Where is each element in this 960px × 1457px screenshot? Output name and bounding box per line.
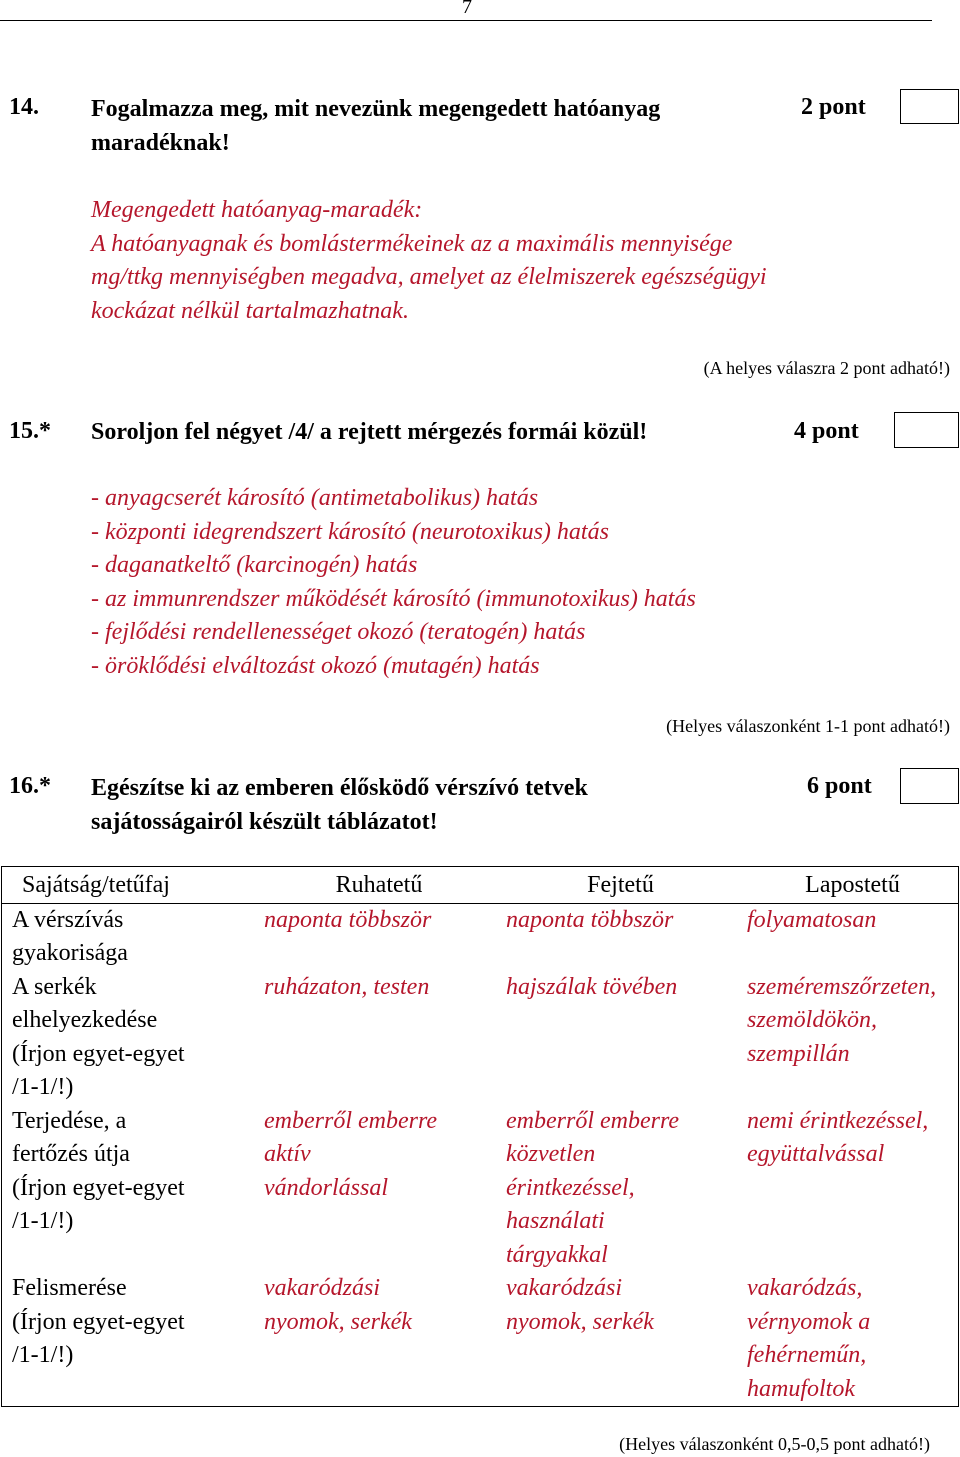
q14-answer-line: mg/ttkg mennyiségben megadva, amelyet az élelmiszerek egészségügyi <box>91 264 767 290</box>
q14-points: 2 pont <box>801 94 866 120</box>
q15-answer-line: - anyagcserét károsító (antimetabolikus) hatás <box>91 485 539 511</box>
table-row <box>2 971 959 1105</box>
cell-line: együttalvással <box>747 1141 885 1167</box>
q16-score-box[interactable] <box>900 768 959 804</box>
cell-line: nemi érintkezéssel, <box>747 1107 929 1134</box>
q14-question <box>91 92 660 160</box>
cell-line: vérnyomok a <box>747 1308 871 1335</box>
cell-body-louse <box>252 971 494 1105</box>
cell-crab-louse <box>735 903 959 971</box>
cell-line: fehérneműn, <box>747 1342 867 1368</box>
header-rule <box>0 20 932 21</box>
row-label <box>2 971 253 1105</box>
row-label-line: A serkék <box>12 973 97 1000</box>
header-head-louse: Fejtetű <box>587 872 654 898</box>
q14-answer-line: kockázat nélkül tartalmazhatnak. <box>91 297 409 324</box>
q16-question <box>91 771 588 839</box>
lice-comparison-table <box>1 866 959 1407</box>
cell-line: emberről emberre <box>264 1107 438 1134</box>
q14-question-line2: maradéknak! <box>91 130 230 156</box>
row-label-line: (Írjon egyet-egyet <box>12 1040 185 1067</box>
q15-score-box[interactable] <box>894 412 959 448</box>
cell-line: használati <box>506 1208 605 1234</box>
q16-scoring-note: (Helyes válaszonként 0,5-0,5 pont adható!) <box>619 1434 930 1454</box>
cell-line: vakaródzás, <box>747 1275 863 1301</box>
cell-crab-louse <box>735 1272 959 1407</box>
q15-points: 4 pont <box>794 418 859 444</box>
cell-line: szempillán <box>747 1040 850 1067</box>
q15-answer <box>91 482 696 683</box>
cell-line: szemöldökön, <box>747 1007 877 1033</box>
table-row <box>2 903 959 971</box>
table-row <box>2 1272 959 1407</box>
q16-question-line1: Egészítse ki az emberen élősködő vérszívó tetvek <box>91 775 588 801</box>
row-label-line: fertőzés útja <box>12 1141 130 1167</box>
cell-line: naponta többször <box>506 906 674 933</box>
row-label <box>2 1272 253 1407</box>
cell-head-louse <box>494 1272 735 1407</box>
cell-line: közvetlen <box>506 1141 596 1167</box>
q14-answer-line: A hatóanyagnak és bomlástermékeinek az a maximális mennyisége <box>91 230 733 257</box>
cell-line: vakaródzási <box>506 1275 622 1301</box>
row-label-line: /1-1/!) <box>12 1342 74 1368</box>
row-label-line: gyakorisága <box>12 940 128 966</box>
cell-line: érintkezéssel, <box>506 1174 635 1201</box>
cell-line: vándorlással <box>264 1174 389 1201</box>
cell-line: tárgyakkal <box>506 1241 608 1268</box>
table-row <box>2 1105 959 1273</box>
cell-head-louse <box>494 1105 735 1273</box>
q16-question-line2: sajátosságairól készült táblázatot! <box>91 809 438 835</box>
row-label-line: A vérszívás <box>12 906 124 933</box>
header-crab-louse: Lapostetű <box>805 872 900 898</box>
table-header-row <box>2 867 959 904</box>
q15-answer-line: - daganatkeltő (karcinogén) hatás <box>91 552 418 578</box>
row-label-line: Terjedése, a <box>12 1107 127 1134</box>
cell-line: naponta többször <box>264 906 432 933</box>
row-label-line: Felismerése <box>12 1275 127 1301</box>
row-label-line: (Írjon egyet-egyet <box>12 1308 185 1335</box>
q16-points: 6 pont <box>807 773 872 799</box>
cell-body-louse <box>252 1105 494 1273</box>
q15-scoring-note: (Helyes válaszonként 1-1 pont adható!) <box>666 716 950 736</box>
row-label-line: /1-1/!) <box>12 1074 74 1100</box>
q15-question: Soroljon fel négyet /4/ a rejtett mérgezés formái közül! <box>91 419 648 445</box>
cell-body-louse <box>252 903 494 971</box>
cell-body-louse <box>252 1272 494 1407</box>
cell-line: folyamatosan <box>747 906 877 933</box>
header-body-louse: Ruhatetű <box>335 872 423 898</box>
q15-answer-line: - fejlődési rendellenességet okozó (teratogén) hatás <box>91 619 586 645</box>
cell-line: nyomok, serkék <box>506 1308 654 1335</box>
cell-line: nyomok, serkék <box>264 1308 412 1335</box>
q15-number: 15.* <box>9 418 51 444</box>
cell-line: hamufoltok <box>747 1375 855 1402</box>
row-label <box>2 903 253 971</box>
cell-line: aktív <box>264 1141 311 1167</box>
q15-answer-line: - az immunrendszer működését károsító (immunotoxikus) hatás <box>91 585 696 612</box>
cell-crab-louse <box>735 1105 959 1273</box>
q14-scoring-note: (A helyes válaszra 2 pont adható!) <box>703 358 950 378</box>
page-number: 7 <box>462 0 472 18</box>
cell-line: emberről emberre <box>506 1107 680 1134</box>
cell-line: szeméremszőrzeten, <box>747 973 937 1000</box>
q14-score-box[interactable] <box>900 89 959 124</box>
q15-answer-line: - öröklődési elváltozást okozó (mutagén) hatás <box>91 652 540 679</box>
q15-answer-line: - központi idegrendszert károsító (neurotoxikus) hatás <box>91 518 609 545</box>
cell-head-louse <box>494 971 735 1105</box>
q14-question-line1: Fogalmazza meg, mit nevezünk megengedett hatóanyag <box>91 96 661 122</box>
q16-number: 16.* <box>9 773 51 799</box>
q14-answer <box>91 194 767 328</box>
cell-line: hajszálak tövében <box>506 973 678 1000</box>
cell-head-louse <box>494 903 735 971</box>
row-label-line: elhelyezkedése <box>12 1007 158 1033</box>
q14-number: 14. <box>9 94 39 120</box>
row-label-line: /1-1/!) <box>12 1208 74 1234</box>
cell-line: vakaródzási <box>264 1275 380 1301</box>
cell-line: ruházaton, testen <box>264 973 430 1000</box>
row-label <box>2 1105 253 1273</box>
header-property: Sajátság/tetűfaj <box>22 872 170 898</box>
cell-crab-louse <box>735 971 959 1105</box>
row-label-line: (Írjon egyet-egyet <box>12 1174 185 1201</box>
q14-answer-line: Megengedett hatóanyag-maradék: <box>91 197 423 223</box>
